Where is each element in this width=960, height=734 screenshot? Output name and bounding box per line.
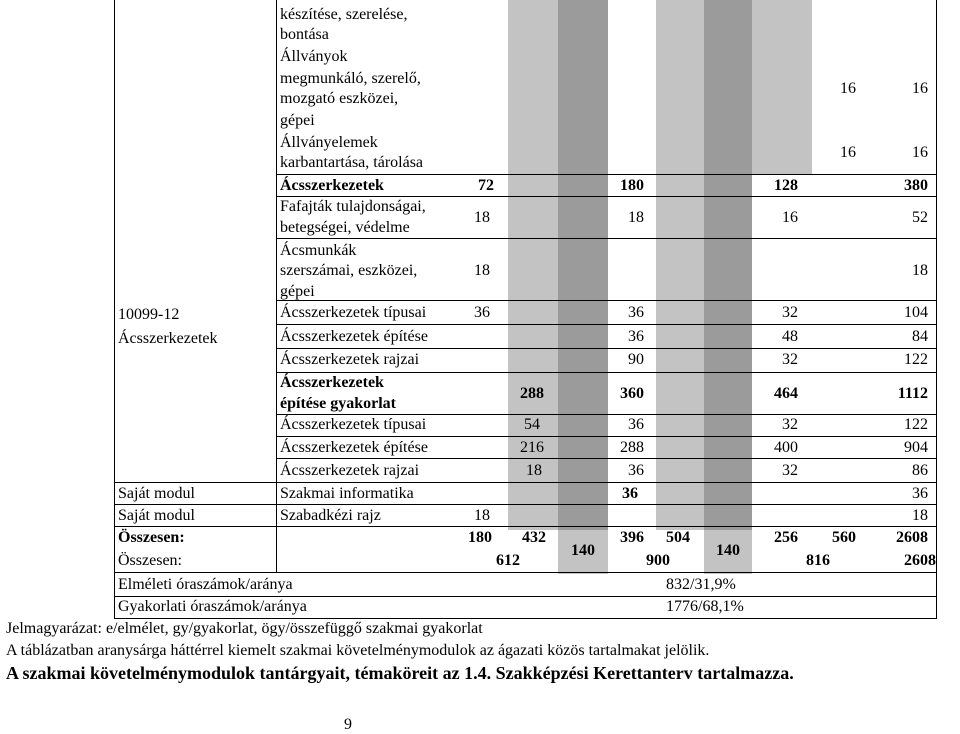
- topic-label: Ácsszerkezetek rajzai: [280, 351, 420, 368]
- cell-value: 128: [774, 177, 798, 194]
- topic-label: Ácsmunkák: [280, 242, 357, 259]
- cell-value: 32: [782, 462, 798, 479]
- total-value: 560: [832, 529, 856, 546]
- cell-value: 84: [912, 328, 928, 345]
- cell-value: 1112: [897, 385, 928, 402]
- elmeleti-label: Elméleti óraszámok/aránya: [118, 576, 293, 593]
- cell-value: 904: [904, 439, 928, 456]
- topic-label: Ácsszerkezetek típusai: [280, 304, 427, 321]
- topic-label: Ácsszerkezetek rajzai: [280, 462, 420, 479]
- cell-value: 36: [628, 416, 644, 433]
- cell-value: 16: [840, 144, 856, 161]
- cell-value: 52: [912, 209, 928, 226]
- shaded-column: [656, 0, 704, 530]
- cell-value: 16: [840, 80, 856, 97]
- topic-label: bontása: [280, 26, 329, 43]
- topic-label: Ácsszerkezetek építése: [280, 328, 428, 345]
- cell-value: 32: [782, 304, 798, 321]
- footer-note: A szakmai követelménymodulok tantárgyait, témaköreit az 1.4. Szakképzési Kerettanterv tartalmazza.: [6, 663, 794, 683]
- cell-value: 288: [620, 439, 644, 456]
- gyakorlati-label: Gyakorlati óraszámok/aránya: [118, 598, 307, 615]
- cell-value: 122: [904, 416, 928, 433]
- cell-value: 36: [622, 485, 638, 502]
- cell-value: 288: [520, 385, 544, 402]
- cell-value: 122: [904, 351, 928, 368]
- cell-value: 36: [912, 485, 928, 502]
- module-label: Saját modul: [118, 507, 195, 524]
- total-value: 2608: [904, 552, 936, 569]
- cell-value: 16: [782, 209, 798, 226]
- cell-value: 36: [628, 462, 644, 479]
- topic-label: karbantartása, tárolása: [280, 154, 424, 171]
- cell-value: 32: [782, 351, 798, 368]
- cell-value: 360: [620, 385, 644, 402]
- cell-value: 16: [912, 80, 928, 97]
- merged-total: 140: [571, 542, 595, 559]
- elmeleti-value: 832/31,9%: [666, 576, 736, 593]
- topic-label: gépei: [280, 283, 315, 300]
- topic-label: Állványok: [280, 48, 348, 65]
- cell-value: 180: [620, 177, 644, 194]
- note-text: A táblázatban aranysárga háttérrel kiemelt szakmai követelménymodulok az ágazati közös tartalmakat jelölik.: [6, 642, 710, 659]
- page-number: 9: [344, 716, 352, 733]
- topic-label: készítése, szerelése,: [280, 6, 408, 23]
- topic-label: Fafajták tulajdonságai,: [280, 198, 426, 215]
- cell-value: 48: [782, 328, 798, 345]
- module-name: Ácsszerkezetek: [118, 330, 218, 347]
- shaded-column: [752, 0, 812, 175]
- cell-value: 36: [628, 304, 644, 321]
- cell-value: 32: [782, 416, 798, 433]
- cell-value: 18: [628, 209, 644, 226]
- total-value: 396: [620, 529, 644, 546]
- cell-value: 380: [904, 177, 928, 194]
- module-label: Saját modul: [118, 485, 195, 502]
- total-value: 504: [666, 529, 690, 546]
- gyakorlati-value: 1776/68,1%: [666, 598, 744, 615]
- cell-value: 216: [520, 439, 544, 456]
- merged-total: 140: [716, 542, 740, 559]
- cell-value: 400: [774, 439, 798, 456]
- cell-value: 72: [478, 177, 494, 194]
- legend-text: Jelmagyarázat: e/elmélet, gy/gyakorlat, ögy/összefüggő szakmai gyakorlat: [6, 620, 483, 637]
- topic-label: Ácsszerkezetek: [280, 177, 384, 194]
- topic-label: gépei: [280, 112, 315, 129]
- cell-value: 18: [526, 462, 542, 479]
- topic-label: Állványelemek: [280, 134, 378, 151]
- cell-value: 16: [912, 144, 928, 161]
- topic-label: Ácsszerkezetek: [280, 374, 384, 391]
- cell-value: 18: [474, 507, 490, 524]
- topic-label: betegségei, védelme: [280, 219, 410, 236]
- total-value: 256: [774, 529, 798, 546]
- topic-label: Szabadkézi rajz: [280, 507, 381, 524]
- total-label: Összesen:: [118, 529, 185, 546]
- cell-value: 18: [474, 209, 490, 226]
- cell-value: 18: [912, 507, 928, 524]
- topic-label: Ácsszerkezetek típusai: [280, 416, 427, 433]
- total-value: 612: [496, 552, 520, 569]
- cell-value: 86: [912, 462, 928, 479]
- total-value: 432: [522, 529, 546, 546]
- total-value: 2608: [896, 529, 928, 546]
- total-value: 180: [468, 529, 492, 546]
- module-code: 10099-12: [118, 306, 180, 323]
- topic-label: megmunkáló, szerelő,: [280, 70, 421, 87]
- total-value: 816: [806, 552, 830, 569]
- cell-value: 18: [474, 262, 490, 279]
- total-label: Összesen:: [118, 552, 182, 569]
- cell-value: 464: [774, 385, 798, 402]
- shaded-column: [704, 0, 752, 530]
- cell-value: 104: [904, 304, 928, 321]
- cell-value: 36: [474, 304, 490, 321]
- topic-label: Szakmai informatika: [280, 485, 414, 502]
- cell-value: 36: [628, 328, 644, 345]
- topic-label: szerszámai, eszközei,: [280, 262, 418, 279]
- topic-label: Ácsszerkezetek építése: [280, 439, 428, 456]
- total-value: 900: [646, 552, 670, 569]
- shaded-column: [558, 0, 608, 530]
- topic-label: építése gyakorlat: [280, 395, 396, 412]
- topic-label: mozgató eszközei,: [280, 90, 399, 107]
- cell-value: 90: [628, 351, 644, 368]
- cell-value: 54: [524, 416, 540, 433]
- cell-value: 18: [912, 262, 928, 279]
